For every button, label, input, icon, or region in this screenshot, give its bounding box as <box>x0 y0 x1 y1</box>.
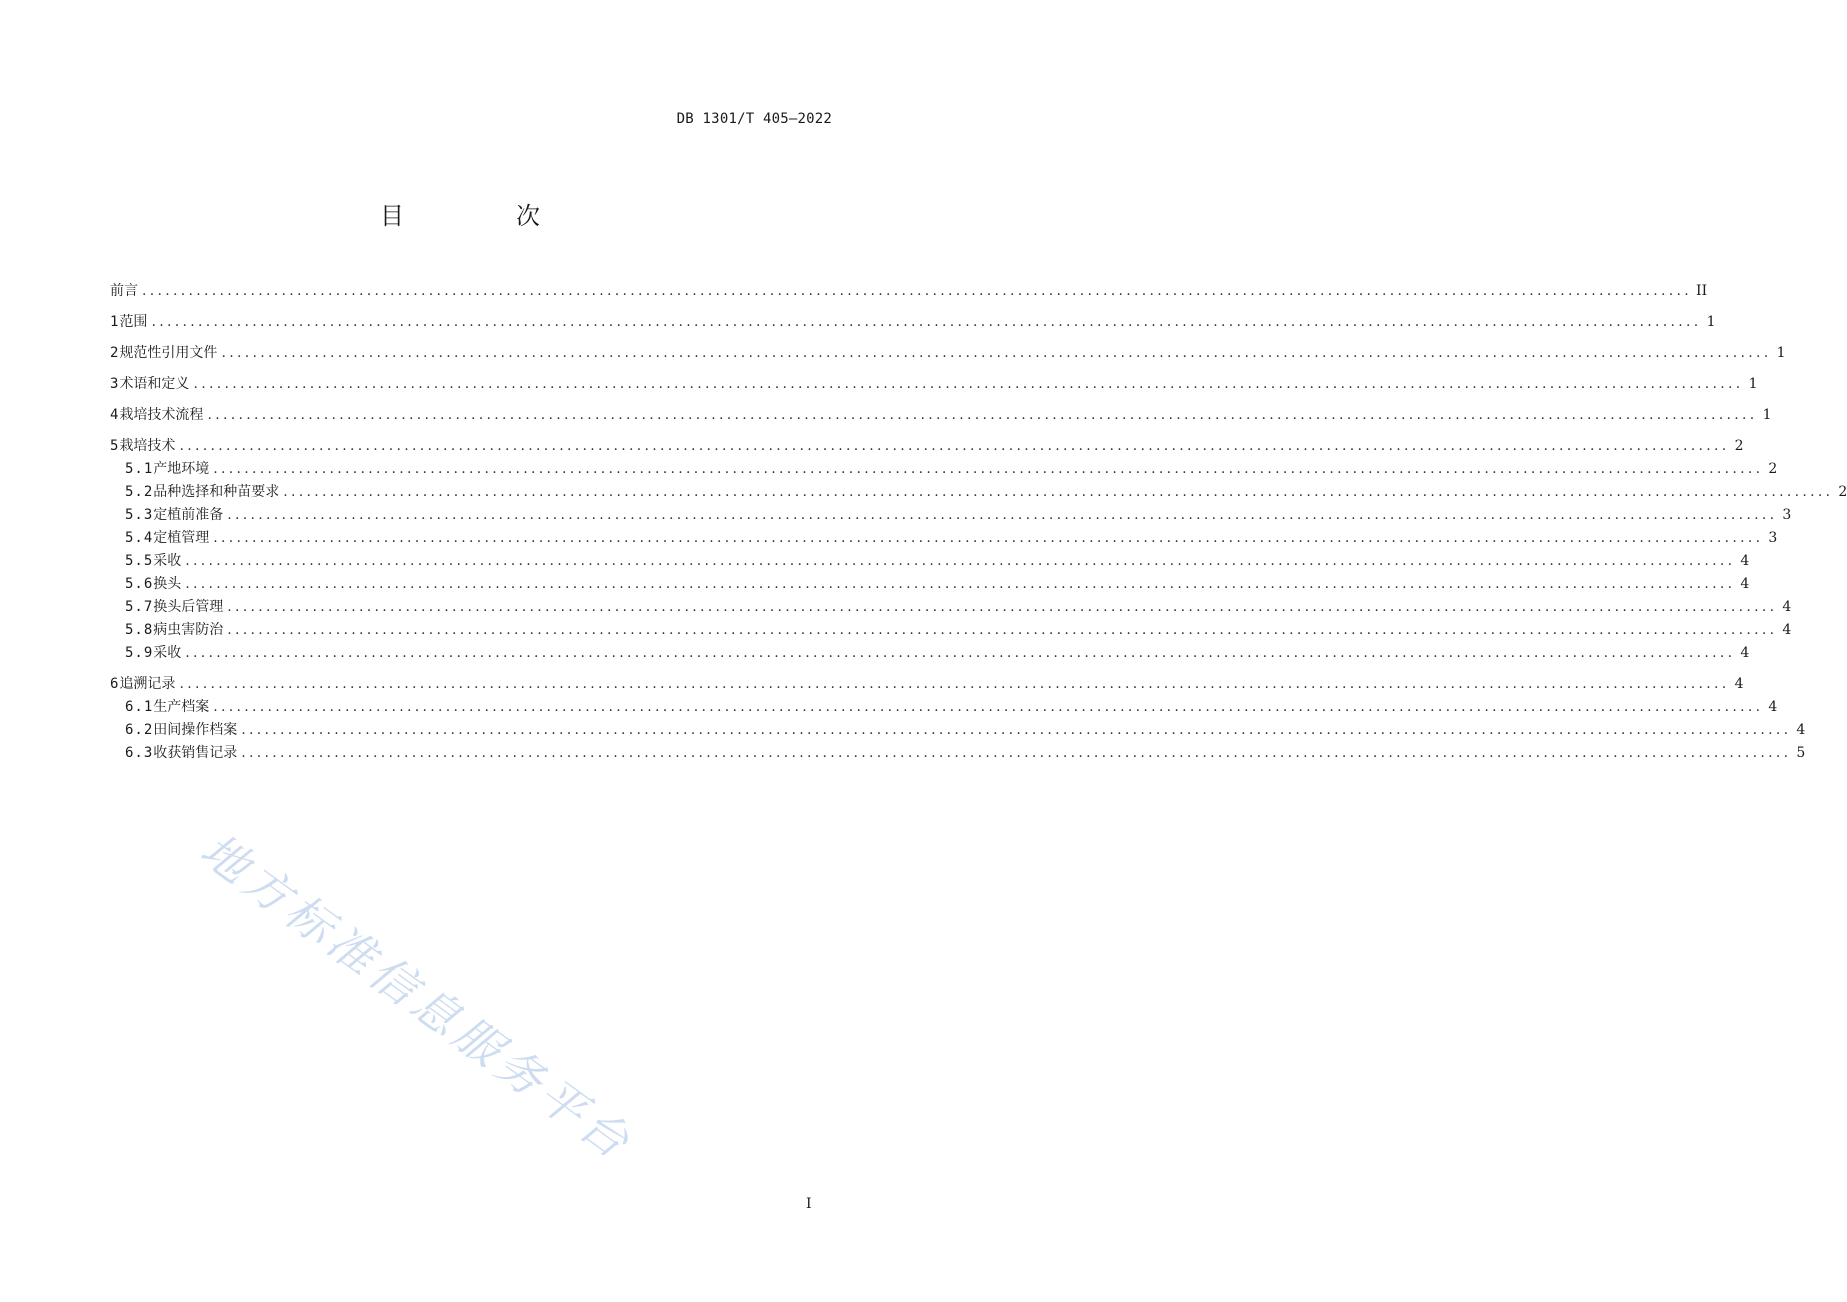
toc-leader-dots: ........................................................................................................................................................................................................ <box>207 407 1758 423</box>
toc-entry[interactable] <box>110 504 1792 527</box>
toc-leader-dots: ........................................................................................................................................................................................................ <box>213 530 1764 546</box>
toc-entry-label: 栽培技术流程 <box>119 407 204 423</box>
toc-entry-label: 采收 <box>153 553 182 569</box>
toc-entry-label: 生产档案 <box>153 699 210 715</box>
toc-entry-page: 4 <box>1740 645 1750 661</box>
toc-entry-number: 1 <box>110 314 120 330</box>
toc-entry-label: 定植前准备 <box>153 507 224 523</box>
toc-entry[interactable] <box>110 481 1847 504</box>
toc-leader-dots: ........................................................................................................................................................................................................ <box>185 576 1736 592</box>
toc-entry-number: 3 <box>110 376 120 392</box>
toc-entry-page: 3 <box>1782 507 1792 523</box>
toc-entry-label: 栽培技术 <box>119 438 176 454</box>
toc-entry-number: 5.7 <box>125 599 154 615</box>
toc-entry-number: 5.2 <box>125 484 154 500</box>
toc-entry-page: II <box>1696 283 1708 299</box>
toc-entry-number: 4 <box>110 407 120 423</box>
toc-entry-label: 前言 <box>110 283 138 299</box>
toc-entry-number: 5.3 <box>125 507 154 523</box>
toc-leader-dots: ........................................................................................................................................................................................................ <box>227 622 1778 638</box>
toc-entry-page: 1 <box>1706 314 1716 330</box>
toc-entry[interactable] <box>110 334 1786 365</box>
toc-leader-dots: ........................................................................................................................................................................................................ <box>227 599 1778 615</box>
toc-leader-dots: ........................................................................................................................................................................................................ <box>227 507 1778 523</box>
toc-entry[interactable] <box>110 642 1750 665</box>
toc-leader-dots: ........................................................................................................................................................................................................ <box>193 376 1744 392</box>
toc-entry-page: 4 <box>1740 576 1750 592</box>
toc-entry[interactable] <box>110 619 1792 642</box>
toc-entry-page: 4 <box>1768 699 1778 715</box>
toc-leader-dots: ........................................................................................................................................................................................................ <box>241 722 1792 738</box>
toc-entry-label: 术语和定义 <box>119 376 190 392</box>
toc-entry-label: 追溯记录 <box>119 676 176 692</box>
page-number: I <box>806 1196 812 1212</box>
toc-entry-number: 5.8 <box>125 622 154 638</box>
toc-leader-dots: ........................................................................................................................................................................................................ <box>213 461 1764 477</box>
toc-entry-label: 收获销售记录 <box>153 745 238 761</box>
toc-entry-number: 5.4 <box>125 530 154 546</box>
table-of-contents <box>110 280 1847 765</box>
toc-entry[interactable] <box>110 458 1778 481</box>
toc-entry-number: 5.9 <box>125 645 154 661</box>
toc-entry[interactable] <box>110 742 1806 765</box>
toc-entry-label: 病虫害防治 <box>153 622 224 638</box>
toc-leader-dots: ........................................................................................................................................................................................................ <box>241 745 1792 761</box>
toc-entry-label: 规范性引用文件 <box>119 345 218 361</box>
toc-entry[interactable] <box>110 427 1744 458</box>
standard-code: DB 1301/T 405—2022 <box>676 111 832 127</box>
toc-entry-page: 2 <box>1734 438 1744 454</box>
toc-entry[interactable] <box>110 573 1750 596</box>
toc-entry-page: 4 <box>1740 553 1750 569</box>
toc-entry[interactable] <box>110 365 1758 396</box>
toc-entry-label: 换头 <box>153 576 182 592</box>
toc-entry-page: 5 <box>1796 745 1806 761</box>
toc-leader-dots: ........................................................................................................................................................................................................ <box>179 676 1730 692</box>
toc-entry[interactable] <box>110 396 1772 427</box>
toc-entry-number: 5.6 <box>125 576 154 592</box>
toc-entry[interactable] <box>110 280 1708 303</box>
toc-entry-number: 6.2 <box>125 722 154 738</box>
watermark: 地方标准信息服务平台 <box>190 822 644 1172</box>
toc-entry-page: 2 <box>1838 484 1847 500</box>
page-title: 目 次 <box>380 202 584 230</box>
toc-entry-page: 1 <box>1748 376 1758 392</box>
toc-entry-number: 5 <box>110 438 120 454</box>
toc-leader-dots: ........................................................................................................................................................................................................ <box>185 553 1736 569</box>
toc-entry-number: 6.3 <box>125 745 154 761</box>
toc-entry-label: 品种选择和种苗要求 <box>153 484 280 500</box>
toc-leader-dots: ........................................................................................................................................................................................................ <box>151 314 1702 330</box>
toc-entry[interactable] <box>110 719 1806 742</box>
toc-entry-label: 范围 <box>119 314 148 330</box>
toc-entry-page: 4 <box>1734 676 1744 692</box>
toc-entry-page: 4 <box>1782 622 1792 638</box>
toc-leader-dots: ........................................................................................................................................................................................................ <box>185 645 1736 661</box>
toc-entry-label: 产地环境 <box>153 461 210 477</box>
toc-entry-page: 4 <box>1782 599 1792 615</box>
toc-entry-page: 1 <box>1762 407 1772 423</box>
toc-entry[interactable] <box>110 596 1792 619</box>
toc-entry[interactable] <box>110 527 1778 550</box>
toc-leader-dots: ........................................................................................................................................................................................................ <box>283 484 1834 500</box>
toc-leader-dots: ........................................................................................................................................................................................................ <box>221 345 1772 361</box>
toc-entry-label: 田间操作档案 <box>153 722 238 738</box>
toc-leader-dots: ........................................................................................................................................................................................................ <box>213 699 1764 715</box>
toc-entry-number: 2 <box>110 345 120 361</box>
toc-leader-dots: ........................................................................................................................................................................................................ <box>142 283 1693 299</box>
toc-entry[interactable] <box>110 665 1744 696</box>
toc-entry-label: 定植管理 <box>153 530 210 546</box>
toc-entry[interactable] <box>110 303 1716 334</box>
toc-entry-page: 3 <box>1768 530 1778 546</box>
toc-entry-number: 5.1 <box>125 461 154 477</box>
toc-entry[interactable] <box>110 550 1750 573</box>
toc-entry[interactable] <box>110 696 1778 719</box>
toc-entry-number: 5.5 <box>125 553 154 569</box>
toc-entry-page: 1 <box>1776 345 1786 361</box>
toc-entry-page: 4 <box>1796 722 1806 738</box>
toc-entry-label: 采收 <box>153 645 182 661</box>
toc-leader-dots: ........................................................................................................................................................................................................ <box>179 438 1730 454</box>
toc-entry-number: 6.1 <box>125 699 154 715</box>
toc-entry-number: 6 <box>110 676 120 692</box>
toc-entry-page: 2 <box>1768 461 1778 477</box>
toc-entry-label: 换头后管理 <box>153 599 224 615</box>
